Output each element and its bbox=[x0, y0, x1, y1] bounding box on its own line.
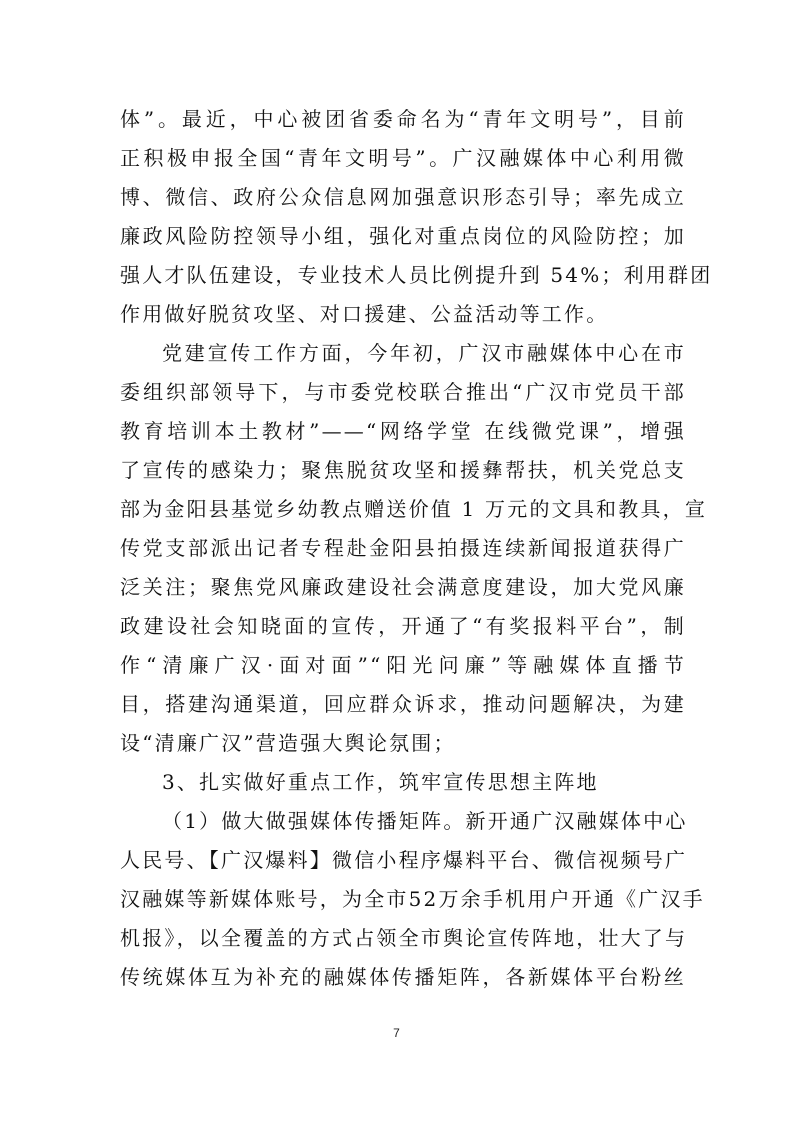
body-text bbox=[120, 100, 713, 997]
text-line-23: 传统媒体互为补充的融媒体传播矩阵，各新媒体平台粉丝 bbox=[120, 965, 686, 989]
text-line-15: 作“清廉广汉·面对面”“阳光问廉”等融媒体直播节 bbox=[120, 653, 686, 677]
text-line-12: 传党支部派出记者专程赴金阳县拍摄连续新闻报道获得广 bbox=[120, 536, 686, 560]
text-line-22: 机报》，以全覆盖的方式占领全市舆论宣传阵地，壮大了与 bbox=[120, 926, 688, 950]
text-line-21: 汉融媒等新媒体账号，为全市52万余手机用户开通《广汉手 bbox=[120, 887, 705, 911]
text-line-3: 博、微信、政府公众信息网加强意识形态引导；率先成立 bbox=[120, 185, 686, 209]
text-line-1: 体”。最近，中心被团省委命名为“青年文明号”，目前 bbox=[120, 107, 686, 131]
text-line-17: 设“清廉广汉”营造强大舆论氛围； bbox=[120, 731, 456, 755]
text-line-19: （1）做大做强媒体传播矩阵。新开通广汉融媒体中心 bbox=[162, 809, 688, 833]
text-line-14: 政建设社会知晓面的宣传，开通了“有奖报料平台”，制 bbox=[120, 614, 686, 638]
section-heading: 3、扎实做好重点工作，筑牢宣传思想主阵地 bbox=[162, 770, 599, 794]
text-line-13: 泛关注；聚焦党风廉政建设社会满意度建设，加大党风廉 bbox=[120, 575, 686, 599]
text-line-20: 人民号、【广汉爆料】微信小程序爆料平台、微信视频号广 bbox=[120, 848, 688, 872]
page-number: 7 bbox=[393, 1026, 400, 1040]
text-line-16: 目，搭建沟通渠道，回应群众诉求，推动问题解决，为建 bbox=[120, 692, 686, 716]
text-line-8: 委组织部领导下，与市委党校联合推出“广汉市党员干部 bbox=[120, 380, 686, 404]
text-line-10: 了宣传的感染力；聚焦脱贫攻坚和援彝帮扶，机关党总支 bbox=[120, 458, 686, 482]
text-line-7: 党建宣传工作方面，今年初，广汉市融媒体中心在市 bbox=[162, 341, 686, 365]
text-line-4: 廉政风险防控领导小组，强化对重点岗位的风险防控；加 bbox=[120, 224, 686, 248]
text-line-6: 作用做好脱贫攻坚、对口援建、公益活动等工作。 bbox=[120, 302, 609, 326]
text-line-11: 部为金阳县基觉乡幼教点赠送价值 1 万元的文具和教具，宣 bbox=[120, 497, 708, 521]
text-line-9: 教育培训本土教材”——“网络学堂 在线微党课”，增强 bbox=[120, 419, 686, 443]
text-line-5: 强人才队伍建设，专业技术人员比例提升到 54%；利用群团 bbox=[120, 263, 713, 287]
text-line-2: 正积极申报全国“青年文明号”。广汉融媒体中心利用微 bbox=[120, 146, 686, 170]
